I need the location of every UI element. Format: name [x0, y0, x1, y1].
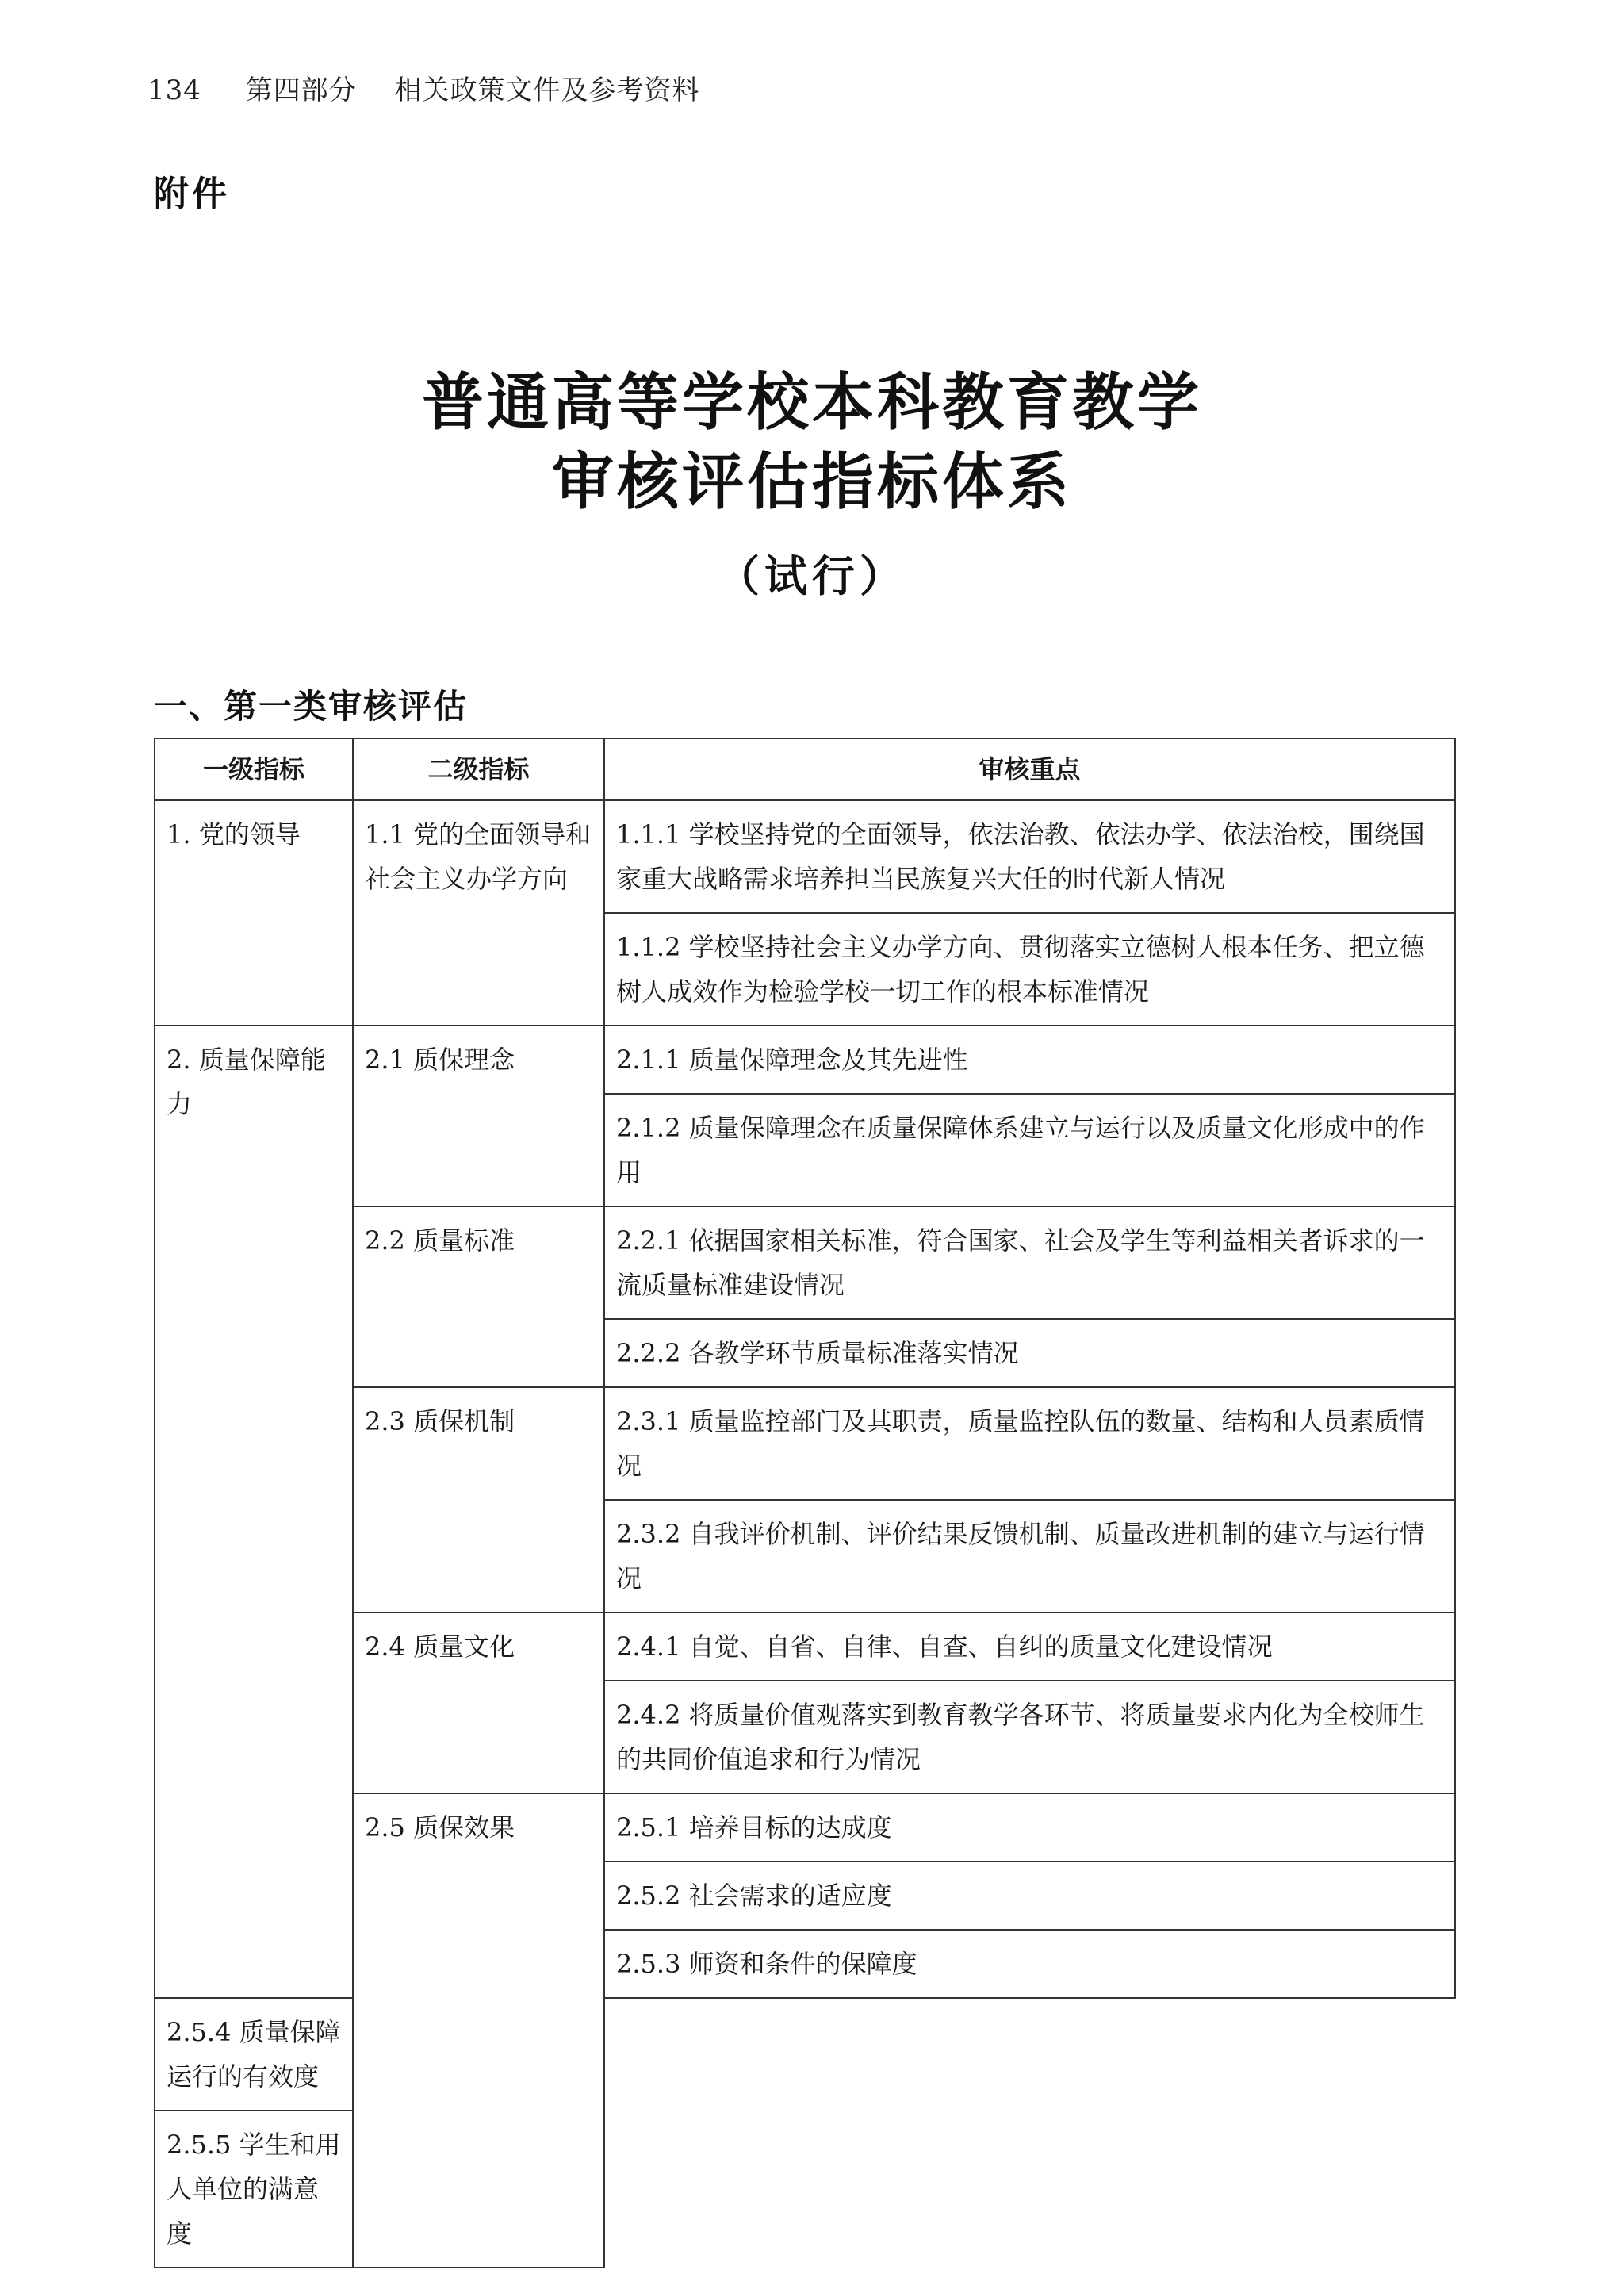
review-point: 2.5.1 培养目标的达成度 [604, 1793, 1455, 1862]
level2-cell: 2.2 质量标准 [353, 1206, 604, 1387]
page-number: 134 [147, 75, 201, 106]
document-title [0, 363, 1624, 604]
table-row [155, 800, 1455, 913]
review-point: 2.5.4 质量保障运行的有效度 [155, 1998, 353, 2111]
running-head [147, 68, 700, 107]
review-point: 2.1.1 质量保障理念及其先进性 [604, 1026, 1455, 1094]
level2-cell: 1.1 党的全面领导和社会主义办学方向 [353, 800, 604, 1026]
level2-cell: 2.1 质保理念 [353, 1026, 604, 1206]
review-point: 1.1.1 学校坚持党的全面领导，依法治教、依法办学、依法治校，围绕国家重大战略需求培养担当民族复兴大任的时代新人情况 [604, 800, 1455, 913]
level2-cell: 2.5 质保效果 [353, 1793, 604, 2268]
header-level1: 一级指标 [155, 738, 353, 800]
review-point: 1.1.2 学校坚持社会主义办学方向、贯彻落实立德树人根本任务、把立德树人成效作为检验学校一切工作的根本标准情况 [604, 913, 1455, 1026]
review-point: 2.2.1 依据国家相关标准，符合国家、社会及学生等利益相关者诉求的一流质量标准建设情况 [604, 1206, 1455, 1319]
part-label: 第四部分 [245, 75, 357, 106]
review-point: 2.4.2 将质量价值观落实到教育教学各环节、将质量要求内化为全校师生的共同价值追求和行为情况 [604, 1681, 1455, 1793]
title-subtitle: （试行） [717, 551, 907, 601]
review-point: 2.5.3 师资和条件的保障度 [604, 1930, 1455, 1998]
review-point: 2.5.2 社会需求的适应度 [604, 1862, 1455, 1930]
chapter-label: 相关政策文件及参考资料 [394, 75, 700, 106]
review-point: 2.3.1 质量监控部门及其职责，质量监控队伍的数量、结构和人员素质情况 [604, 1387, 1455, 1500]
review-point: 2.4.1 自觉、自省、自律、自查、自纠的质量文化建设情况 [604, 1612, 1455, 1681]
indicator-table [154, 738, 1456, 2268]
section-heading: 一、第一类审核评估 [154, 687, 469, 726]
level2-cell: 2.4 质量文化 [353, 1612, 604, 1793]
review-point: 2.2.2 各教学环节质量标准落实情况 [604, 1319, 1455, 1387]
attachment-label: 附件 [154, 174, 230, 214]
table-row [155, 2111, 1455, 2268]
table-row [155, 1998, 1455, 2111]
level1-cell: 1. 党的领导 [155, 800, 353, 1026]
review-point: 2.5.5 学生和用人单位的满意度 [155, 2111, 353, 2268]
level1-cell: 2. 质量保障能力 [155, 1026, 353, 1998]
table-row [155, 1026, 1455, 1094]
review-point: 2.1.2 质量保障理念在质量保障体系建立与运行以及质量文化形成中的作用 [604, 1094, 1455, 1206]
level2-cell: 2.3 质保机制 [353, 1387, 604, 1612]
header-review-focus: 审核重点 [604, 738, 1455, 800]
title-line-1: 普通高等学校本科教育教学 [421, 366, 1202, 439]
table-header-row [155, 738, 1455, 800]
header-level2: 二级指标 [353, 738, 604, 800]
review-point: 2.3.2 自我评价机制、评价结果反馈机制、质量改进机制的建立与运行情况 [604, 1500, 1455, 1612]
title-line-2: 审核评估指标体系 [551, 446, 1072, 518]
